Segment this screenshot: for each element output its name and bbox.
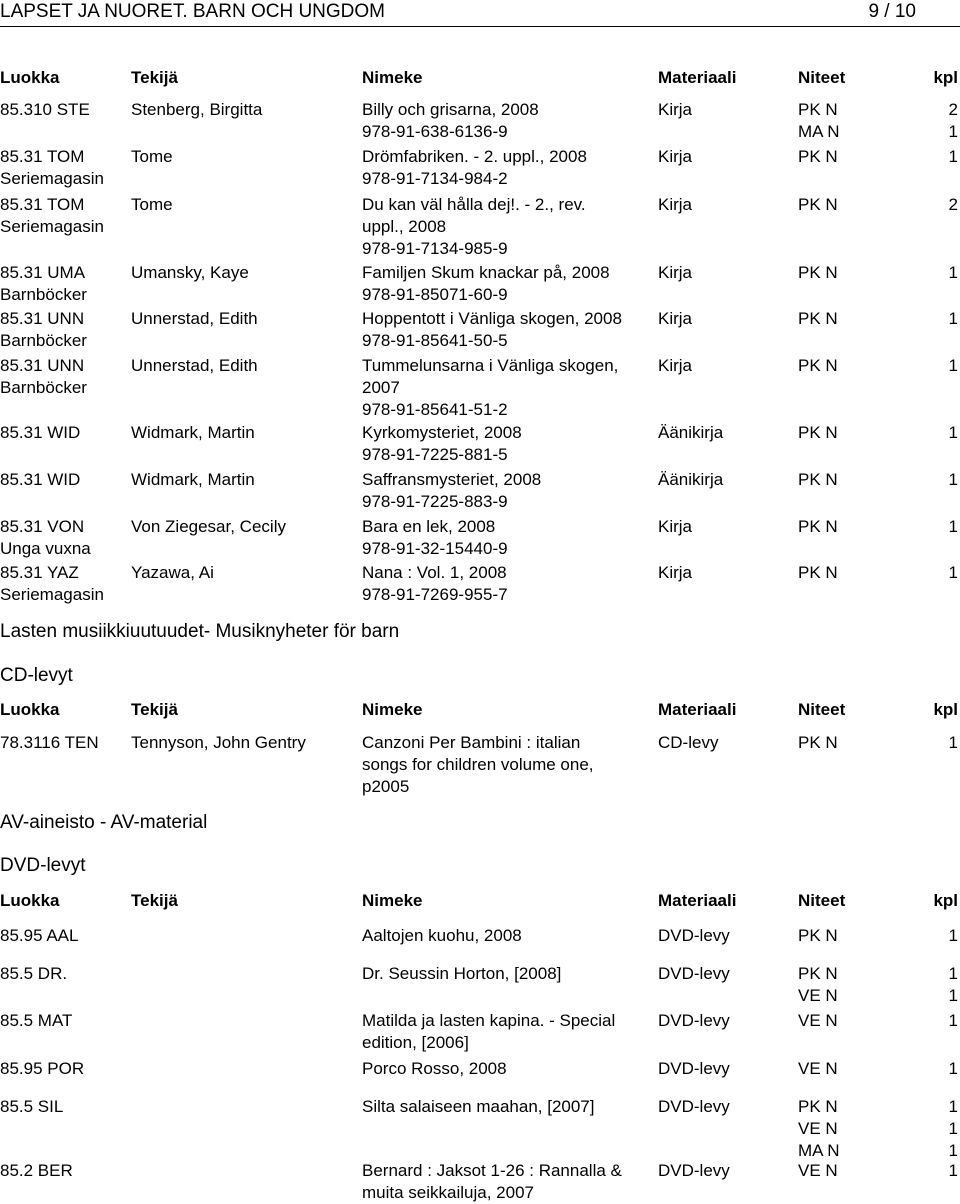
cell-nimeke: Porco Rosso, 2008 bbox=[362, 1059, 507, 1078]
av-section-title: AV-aineisto - AV-material bbox=[0, 812, 208, 833]
cell-niteet: PK N bbox=[798, 563, 838, 582]
cell-materiaali: Kirja bbox=[658, 147, 693, 166]
col-materiaali: Materiaali bbox=[658, 68, 737, 87]
cell-nimeke: Tummelunsarna i Vänliga skogen, bbox=[362, 356, 619, 375]
cell-luokka: 85.95 AAL bbox=[0, 926, 79, 945]
cell-luokka: Seriemagasin bbox=[0, 585, 104, 604]
cell-niteet: PK N bbox=[798, 309, 838, 328]
cell-niteet: VE N bbox=[798, 1161, 838, 1180]
cell-luokka: 85.95 POR bbox=[0, 1059, 85, 1078]
cell-nimeke: Bernard : Jaksot 1-26 : Rannalla & bbox=[362, 1161, 622, 1180]
col-kpl: kpl bbox=[933, 68, 958, 87]
col-niteet: Niteet bbox=[798, 700, 846, 719]
col-nimeke: Nimeke bbox=[362, 700, 423, 719]
music-section-title: Lasten musiikkiuutuudet- Musiknyheter för barn bbox=[0, 621, 400, 642]
cell-kpl: 1 bbox=[948, 1097, 958, 1116]
cell-nimeke: Nana : Vol. 1, 2008 bbox=[362, 563, 507, 582]
cell-tekija: Unnerstad, Edith bbox=[131, 309, 258, 328]
cell-kpl: 1 bbox=[948, 1141, 958, 1160]
cell-nimeke: Aaltojen kuohu, 2008 bbox=[362, 926, 522, 945]
cell-niteet: PK N bbox=[798, 100, 838, 119]
cell-tekija: Unnerstad, Edith bbox=[131, 356, 258, 375]
cell-materiaali: Kirja bbox=[658, 100, 693, 119]
cell-niteet: VE N bbox=[798, 1119, 838, 1138]
page-title: LAPSET JA NUORET. BARN OCH UNGDOM bbox=[0, 1, 385, 22]
cell-kpl: 1 bbox=[948, 356, 958, 375]
cell-materiaali: DVD-levy bbox=[658, 1059, 730, 1078]
cell-niteet: PK N bbox=[798, 195, 838, 214]
cell-kpl: 1 bbox=[948, 263, 958, 282]
cell-tekija: Tome bbox=[131, 147, 173, 166]
cell-kpl: 2 bbox=[948, 100, 958, 119]
cell-luokka: 85.31 YAZ bbox=[0, 563, 79, 582]
cell-luokka: 85.31 WID bbox=[0, 470, 81, 489]
cell-tekija: Widmark, Martin bbox=[131, 423, 255, 442]
cell-nimeke: 978-91-85071-60-9 bbox=[362, 285, 508, 304]
cell-niteet: PK N bbox=[798, 356, 838, 375]
col-luokka: Luokka bbox=[0, 68, 60, 87]
cell-niteet: VE N bbox=[798, 1059, 838, 1078]
cell-kpl: 1 bbox=[948, 122, 958, 141]
cell-kpl: 1 bbox=[948, 1059, 958, 1078]
cell-niteet: PK N bbox=[798, 733, 838, 752]
cell-nimeke: 978-91-85641-50-5 bbox=[362, 331, 508, 350]
cell-niteet: PK N bbox=[798, 147, 838, 166]
cell-niteet: VE N bbox=[798, 1011, 838, 1030]
col-tekija: Tekijä bbox=[131, 891, 178, 910]
cell-kpl: 1 bbox=[948, 964, 958, 983]
cell-luokka: 85.31 TOM bbox=[0, 195, 85, 214]
cell-materiaali: Kirja bbox=[658, 517, 693, 536]
cell-nimeke: muita seikkailuja, 2007 bbox=[362, 1183, 534, 1202]
cell-luokka: Barnböcker bbox=[0, 331, 87, 350]
cell-luokka: 85.5 MAT bbox=[0, 1011, 73, 1030]
col-niteet: Niteet bbox=[798, 891, 846, 910]
cell-luokka: Barnböcker bbox=[0, 285, 87, 304]
cell-materiaali: DVD-levy bbox=[658, 1161, 730, 1180]
page-number: 9 / 10 bbox=[868, 1, 916, 22]
cell-luokka: 85.31 TOM bbox=[0, 147, 85, 166]
cell-materiaali: DVD-levy bbox=[658, 926, 730, 945]
cell-nimeke: Saffransmysteriet, 2008 bbox=[362, 470, 542, 489]
cell-luokka: Unga vuxna bbox=[0, 539, 91, 558]
cell-kpl: 1 bbox=[948, 1011, 958, 1030]
cell-niteet: PK N bbox=[798, 263, 838, 282]
cell-nimeke: Bara en lek, 2008 bbox=[362, 517, 496, 536]
cell-nimeke: Matilda ja lasten kapina. - Special bbox=[362, 1011, 616, 1030]
cell-materiaali: Kirja bbox=[658, 356, 693, 375]
cell-nimeke: 978-91-7225-883-9 bbox=[362, 492, 508, 511]
cell-kpl: 1 bbox=[948, 986, 958, 1005]
page-header bbox=[0, 0, 960, 26]
cell-luokka: 85.31 VON bbox=[0, 517, 85, 536]
cell-nimeke: 978-91-7269-955-7 bbox=[362, 585, 508, 604]
cell-nimeke: 978-91-7225-881-5 bbox=[362, 445, 508, 464]
cell-niteet: VE N bbox=[798, 986, 838, 1005]
cell-kpl: 1 bbox=[948, 926, 958, 945]
cell-materiaali: Kirja bbox=[658, 563, 693, 582]
col-kpl: kpl bbox=[933, 891, 958, 910]
cell-niteet: MA N bbox=[798, 122, 840, 141]
cell-luokka: 85.310 STE bbox=[0, 100, 90, 119]
cell-niteet: PK N bbox=[798, 470, 838, 489]
cell-nimeke: 978-91-85641-51-2 bbox=[362, 400, 508, 419]
cell-kpl: 2 bbox=[948, 195, 958, 214]
cell-nimeke: Familjen Skum knackar på, 2008 bbox=[362, 263, 610, 282]
cell-nimeke: Silta salaiseen maahan, [2007] bbox=[362, 1097, 595, 1116]
cell-niteet: MA N bbox=[798, 1141, 840, 1160]
cell-nimeke: 2007 bbox=[362, 378, 400, 397]
col-luokka: Luokka bbox=[0, 700, 60, 719]
cell-niteet: PK N bbox=[798, 423, 838, 442]
cell-tekija: Tome bbox=[131, 195, 173, 214]
cell-nimeke: Du kan väl hålla dej!. - 2., rev. bbox=[362, 195, 586, 214]
cell-materiaali: Kirja bbox=[658, 263, 693, 282]
cell-luokka: 85.31 WID bbox=[0, 423, 81, 442]
cell-nimeke: Billy och grisarna, 2008 bbox=[362, 100, 539, 119]
cell-luokka: Seriemagasin bbox=[0, 169, 104, 188]
col-niteet: Niteet bbox=[798, 68, 846, 87]
cell-nimeke: 978-91-7134-985-9 bbox=[362, 239, 508, 258]
cell-nimeke: 978-91-7134-984-2 bbox=[362, 169, 508, 188]
cell-tekija: Tennyson, John Gentry bbox=[131, 733, 306, 752]
cell-materiaali: Äänikirja bbox=[658, 470, 724, 489]
header-rule bbox=[0, 26, 960, 27]
cell-tekija: Yazawa, Ai bbox=[131, 563, 214, 582]
col-tekija: Tekijä bbox=[131, 68, 178, 87]
col-materiaali: Materiaali bbox=[658, 700, 737, 719]
cell-luokka: 85.2 BER bbox=[0, 1161, 73, 1180]
cell-materiaali: Kirja bbox=[658, 195, 693, 214]
cell-luokka: 85.5 SIL bbox=[0, 1097, 64, 1116]
cell-nimeke: Kyrkomysteriet, 2008 bbox=[362, 423, 522, 442]
cell-nimeke: 978-91-32-15440-9 bbox=[362, 539, 508, 558]
cell-tekija: Widmark, Martin bbox=[131, 470, 255, 489]
col-materiaali: Materiaali bbox=[658, 891, 737, 910]
cell-kpl: 1 bbox=[948, 517, 958, 536]
cell-niteet: PK N bbox=[798, 926, 838, 945]
cell-niteet: PK N bbox=[798, 964, 838, 983]
cell-kpl: 1 bbox=[948, 470, 958, 489]
cell-kpl: 1 bbox=[948, 1119, 958, 1138]
cell-niteet: PK N bbox=[798, 1097, 838, 1116]
cell-luokka: 78.3116 TEN bbox=[0, 733, 99, 752]
cell-nimeke: uppl., 2008 bbox=[362, 217, 447, 236]
cell-tekija: Von Ziegesar, Cecily bbox=[131, 517, 286, 536]
cell-tekija: Umansky, Kaye bbox=[131, 263, 249, 282]
cell-luokka: Seriemagasin bbox=[0, 217, 104, 236]
cell-materiaali: DVD-levy bbox=[658, 1011, 730, 1030]
cell-kpl: 1 bbox=[948, 147, 958, 166]
cell-nimeke: Drömfabriken. - 2. uppl., 2008 bbox=[362, 147, 587, 166]
av-section-subtitle: DVD-levyt bbox=[0, 855, 86, 876]
col-luokka: Luokka bbox=[0, 891, 60, 910]
cell-luokka: Barnböcker bbox=[0, 378, 87, 397]
music-section-subtitle: CD-levyt bbox=[0, 665, 73, 686]
col-kpl: kpl bbox=[933, 700, 958, 719]
cell-niteet: PK N bbox=[798, 517, 838, 536]
cell-nimeke: edition, [2006] bbox=[362, 1033, 469, 1052]
cell-kpl: 1 bbox=[948, 733, 958, 752]
col-nimeke: Nimeke bbox=[362, 68, 423, 87]
cell-kpl: 1 bbox=[948, 563, 958, 582]
cell-materiaali: DVD-levy bbox=[658, 1097, 730, 1116]
cell-materiaali: DVD-levy bbox=[658, 964, 730, 983]
cell-luokka: 85.5 DR. bbox=[0, 964, 68, 983]
cell-materiaali: CD-levy bbox=[658, 733, 719, 752]
cell-luokka: 85.31 UNN bbox=[0, 309, 85, 328]
col-tekija: Tekijä bbox=[131, 700, 178, 719]
cell-nimeke: Hoppentott i Vänliga skogen, 2008 bbox=[362, 309, 622, 328]
cell-nimeke: Dr. Seussin Horton, [2008] bbox=[362, 964, 562, 983]
cell-materiaali: Kirja bbox=[658, 309, 693, 328]
cell-kpl: 1 bbox=[948, 1161, 958, 1180]
cell-materiaali: Äänikirja bbox=[658, 423, 724, 442]
cell-luokka: 85.31 UMA bbox=[0, 263, 86, 282]
cell-nimeke: 978-91-638-6136-9 bbox=[362, 122, 508, 141]
cell-nimeke: p2005 bbox=[362, 777, 410, 796]
col-nimeke: Nimeke bbox=[362, 891, 423, 910]
cell-nimeke: Canzoni Per Bambini : italian bbox=[362, 733, 581, 752]
cell-tekija: Stenberg, Birgitta bbox=[131, 100, 263, 119]
cell-kpl: 1 bbox=[948, 309, 958, 328]
cell-nimeke: songs for children volume one, bbox=[362, 755, 594, 774]
cell-luokka: 85.31 UNN bbox=[0, 356, 85, 375]
cell-kpl: 1 bbox=[948, 423, 958, 442]
